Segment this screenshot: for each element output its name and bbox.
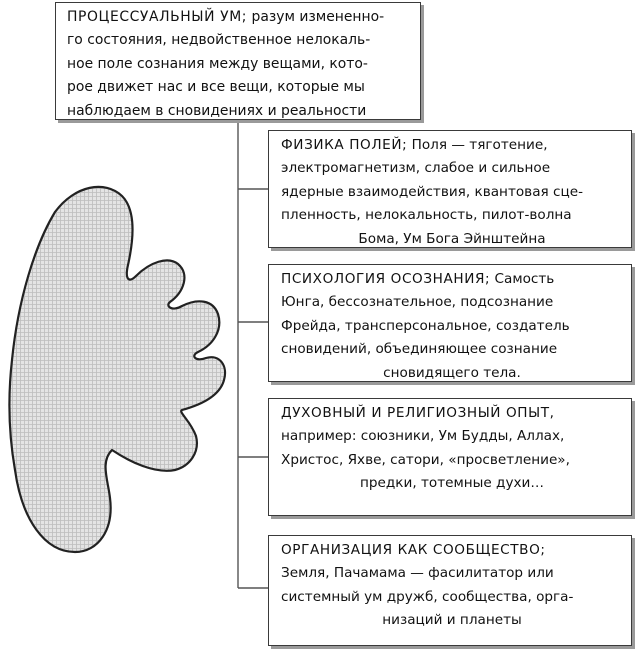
process-mind-line-5: наблюдаем в сновидениях и реальности <box>67 102 367 119</box>
organization-heading: ОРГАНИЗАЦИЯ КАК СООБЩЕСТВО; <box>281 542 546 558</box>
awareness-psychology-text-1: Самость <box>494 271 555 287</box>
spiritual-experience-box <box>268 398 632 516</box>
awareness-psychology-box <box>268 264 632 382</box>
process-mind-box <box>55 2 421 120</box>
awareness-psychology-line-1 <box>281 268 623 291</box>
spiritual-experience-line-3: Христос, Яхве, сатори, «просветление», <box>281 451 570 468</box>
process-mind-line-4: рое движет нас и все вещи, которые мы <box>67 79 365 96</box>
process-mind-line-2: го состояния, недвойственное нелокаль- <box>67 32 371 49</box>
organization-line-3: системный ум дружб, сообщества, орга- <box>281 588 574 605</box>
spiritual-experience-heading: ДУХОВНЫЙ И РЕЛИГИОЗНЫЙ ОПЫТ, <box>281 405 555 421</box>
organization-line-2: Земля, Пачамама — фасилитатор или <box>281 565 554 582</box>
organization-line-1 <box>281 539 623 562</box>
field-physics-line-1 <box>281 134 623 157</box>
field-physics-line-4: пленность, нелокальность, пилот-волна <box>281 207 572 224</box>
organization-box <box>268 535 632 646</box>
spiritual-experience-line-4: предки, тотемные духи… <box>360 475 544 492</box>
field-physics-line-5: Бома, Ум Бога Эйнштейна <box>358 230 546 247</box>
field-physics-text-1: Поля — тяготение, <box>411 137 548 153</box>
spiritual-experience-line-1 <box>281 402 623 425</box>
awareness-psychology-heading: ПСИХОЛОГИЯ ОСОЗНАНИЯ; <box>281 271 491 287</box>
awareness-psychology-line-4: сновидений, объединяющее сознание <box>281 341 558 358</box>
process-mind-line-3: ное поле сознания между вещами, кото- <box>67 55 368 72</box>
process-mind-line-1 <box>67 6 414 29</box>
awareness-psychology-line-5: сновидящего тела. <box>383 364 521 381</box>
process-mind-heading: ПРОЦЕССУАЛЬНЫЙ УМ; <box>67 9 248 25</box>
organization-line-4: низаций и планеты <box>382 612 522 629</box>
field-physics-line-2: электромагнетизм, слабое и сильное <box>281 160 551 177</box>
field-physics-box <box>268 130 632 248</box>
spiritual-experience-line-2: например: союзники, Ум Будды, Аллах, <box>281 428 565 445</box>
process-mind-text-1: разум измененно- <box>251 9 385 25</box>
awareness-psychology-line-3: Фрейда, трансперсональное, создатель <box>281 317 570 334</box>
field-physics-line-3: ядерные взаимодействия, квантовая сце- <box>281 183 584 200</box>
awareness-psychology-line-2: Юнга, бессознательное, подсознание <box>281 294 554 311</box>
field-physics-heading: ФИЗИКА ПОЛЕЙ; <box>281 137 408 153</box>
